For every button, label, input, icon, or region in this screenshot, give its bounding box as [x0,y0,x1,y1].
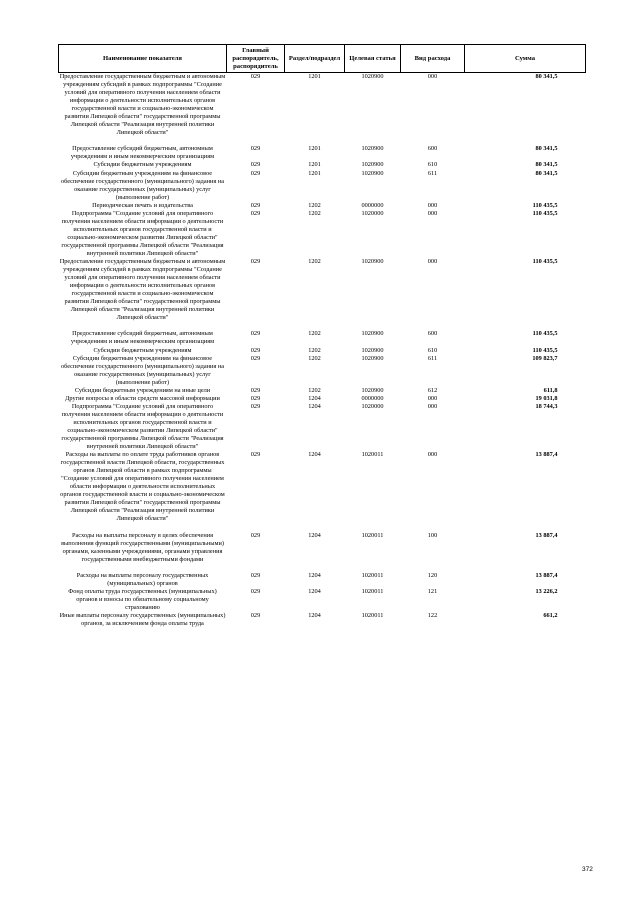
row-sum: 80 341,5 [535,73,558,80]
row-sum: 13 887,4 [535,451,558,459]
row-admin: 029 [250,73,261,80]
row-name: Подпрограмма "Создание условий для оперативного получения населением области информации о деятельности исполнительных органов государственной власти и социально-экономическом развитии Липецкой области" государственной программы Липецкой области "Реализация внутренней политики Липецкой области" [61,209,224,257]
row-name: Предоставление субсидий бюджетным, автономным учреждениям и иным некоммерческим организациям [70,330,215,346]
table-row [59,387,586,395]
row-name: Подпрограмма "Создание условий для оперативного получения населением области информации о деятельности исполнительных органов государственной власти и социально-экономическом развитии Липецкой области" государственной программы Липецкой области "Реализация внутренней политики Липецкой области" [61,402,224,451]
row-admin: 029 [250,330,261,338]
row-expense-type: 122 [427,611,438,619]
row-article: 1020011 [361,451,384,459]
row-spacer [59,322,586,330]
row-sum: 611,8 [543,386,558,394]
row-article: 1020900 [361,386,384,394]
table-row [59,170,586,202]
row-name: Расходы на выплаты по оплате труда работников органов государственной власти Липецкой области, государственных органов Липецкой области в рамках подпрограммы "Создание условий для оперативного получения населением области информации о деятельности исполнительных органов государственной власти и социально-экономическом развитии Липецкой области" государственной программы Липецкой области "Реализация внутренней политики Липецкой области" [60,451,225,523]
row-name: Расходы на выплаты персоналу государственных (муниципальных) органов [76,571,209,587]
row-section: 1204 [308,587,321,595]
row-expense-type: 611 [427,169,438,177]
row-article: 1020900 [361,330,384,338]
table-row [59,395,586,403]
row-name: Другие вопросы в области средств массовой информации [65,394,220,402]
row-section: 1201 [308,169,321,177]
row-admin: 029 [250,386,261,394]
row-section: 1202 [308,209,321,217]
header-expense-type: Вид расхода [401,45,465,73]
row-article: 1020900 [361,145,384,153]
row-section: 1204 [308,451,321,459]
row-article: 1020011 [361,571,384,579]
header-section: Раздел/подраздел [285,45,345,73]
row-article: 1020900 [361,258,384,266]
row-section: 1201 [308,161,321,169]
row-section: 1204 [308,531,321,539]
row-expense-type: 000 [427,402,438,410]
row-article: 1020900 [361,354,384,362]
table-row [59,202,586,210]
row-article: 1020900 [361,161,384,169]
table-row [59,161,586,169]
row-sum: 110 435,5 [532,346,558,354]
row-name: Расходы на выплаты персоналу в целях обеспечения выполнения функций государственными (муниципальными) органами, казенными учреждениями, органами управления государственными внебюджетными фондами [61,531,224,563]
row-article: 1020900 [361,73,384,80]
table-row [59,588,586,612]
row-section: 1204 [308,394,321,402]
row-expense-type: 000 [427,201,438,209]
row-name: Предоставление государственным бюджетным и автономным учреждениям субсидий в рамках подпрограммы "Создание условий для оперативного получения населением области информации о деятельности исполнительных органов государственной власти и социально-экономическом развитии Липецкой области" государственной программы Липецкой области "Реализация внутренней политики Липецкой области" [59,258,226,322]
row-section: 1202 [308,258,321,266]
table-header [59,45,586,73]
row-admin: 029 [250,402,261,410]
table-row [59,451,586,523]
budget-table [58,44,586,628]
row-section: 1202 [308,354,321,362]
row-article: 1020011 [361,611,384,619]
row-section: 1202 [308,201,321,209]
row-section: 1204 [308,402,321,410]
row-expense-type: 610 [427,161,438,169]
header-name: Наименование показателя [59,45,227,73]
row-sum: 110 435,5 [532,201,558,209]
row-admin: 029 [250,531,261,539]
row-admin: 029 [250,587,261,595]
row-expense-type: 000 [427,451,438,459]
row-name: Субсидии бюджетным учреждениям на финансовое обеспечение государственного (муниципального) задания на оказание государственных (муниципальных) услуг (выполнение работ) [60,354,225,386]
row-section: 1202 [308,346,321,354]
row-admin: 029 [250,201,261,209]
row-spacer [59,137,586,145]
row-admin: 029 [250,169,261,177]
table-row [59,532,586,564]
row-section: 1204 [308,571,321,579]
table-row [59,347,586,355]
row-sum: 19 031,8 [535,394,558,402]
table-row [59,145,586,161]
row-name: Субсидии бюджетным учреждениям [93,346,192,354]
header-sum: Сумма [465,45,586,73]
table-row [59,612,586,628]
row-admin: 029 [250,354,261,362]
table-row [59,258,586,322]
row-section: 1201 [308,145,321,153]
row-name: Субсидии бюджетным учреждениям на финансовое обеспечение государственного (муниципального) задания на оказание государственных (муниципальных) услуг (выполнение работ) [60,169,225,201]
row-expense-type: 611 [427,354,438,362]
row-spacer [59,524,586,532]
row-section: 1204 [308,611,321,619]
row-admin: 029 [250,346,261,354]
row-expense-type: 610 [427,346,438,354]
row-admin: 029 [250,209,261,217]
table-row [59,210,586,258]
row-expense-type: 000 [427,209,438,217]
row-name: Субсидии бюджетным учреждениям на иные цели [74,386,211,394]
row-expense-type: 120 [427,571,438,579]
row-admin: 029 [250,258,261,266]
row-article: 1020011 [361,587,384,595]
row-expense-type: 000 [427,73,438,80]
row-article: 1020000 [361,209,384,217]
row-admin: 029 [250,145,261,153]
row-section: 1202 [308,386,321,394]
row-admin: 029 [250,571,261,579]
table-row [59,73,586,138]
row-expense-type: 612 [427,386,438,394]
row-sum: 110 435,5 [532,209,558,217]
row-sum: 110 435,5 [532,258,558,266]
row-article: 1020000 [361,402,384,410]
row-article: 1020900 [361,346,384,354]
table-row [59,403,586,451]
row-sum: 80 341,5 [535,145,558,153]
row-expense-type: 121 [427,587,438,595]
table-row [59,572,586,588]
row-sum: 80 341,5 [535,161,558,169]
row-section: 1201 [308,73,321,80]
row-section: 1202 [308,330,321,338]
table-body [59,73,586,629]
row-expense-type: 600 [427,330,438,338]
row-sum: 661,2 [543,611,558,619]
row-expense-type: 000 [427,258,438,266]
header-admin: Главный распорядитель, распорядитель [227,45,285,73]
row-article: 1020900 [361,169,384,177]
row-name: Иные выплаты персоналу государственных (муниципальных) органов, за исключением фонда оплаты труда [59,611,226,627]
table-row [59,330,586,346]
row-expense-type: 600 [427,145,438,153]
row-admin: 029 [250,394,261,402]
row-name: Предоставление государственным бюджетным и автономным учреждениям субсидий в рамках подпрограммы "Создание условий для оперативного получения населением области информации о деятельности исполнительных органов государственной власти и социально-экономическом развитии Липецкой области" государственной программы Липецкой области "Реализация внутренней политики Липецкой области" [59,73,226,137]
row-article: 0000000 [361,201,384,209]
row-expense-type: 100 [427,531,438,539]
row-name: Предоставление субсидий бюджетным, автономным учреждениям и иным некоммерческим организациям [70,145,215,161]
row-admin: 029 [250,451,261,459]
row-sum: 110 435,5 [532,330,558,338]
row-name: Фонд оплаты труда государственных (муниципальных) органов и взносы по обязательному социальному страхованию [68,587,217,611]
table-row [59,355,586,387]
row-admin: 029 [250,611,261,619]
row-article: 0000000 [361,394,384,402]
row-admin: 029 [250,161,261,169]
row-sum: 18 744,3 [535,402,558,410]
row-sum: 13 887,4 [535,571,558,579]
row-sum: 80 341,5 [535,169,558,177]
page-number: 372 [582,866,593,873]
row-sum: 109 823,7 [532,354,558,362]
row-name: Субсидии бюджетным учреждениям [93,161,192,169]
header-article: Целевая статья [345,45,401,73]
row-sum: 13 226,2 [535,587,558,595]
row-expense-type: 000 [427,394,438,402]
row-name: Периодическая печать и издательства [92,201,193,209]
row-article: 1020011 [361,531,384,539]
row-sum: 13 887,4 [535,531,558,539]
row-spacer [59,564,586,572]
